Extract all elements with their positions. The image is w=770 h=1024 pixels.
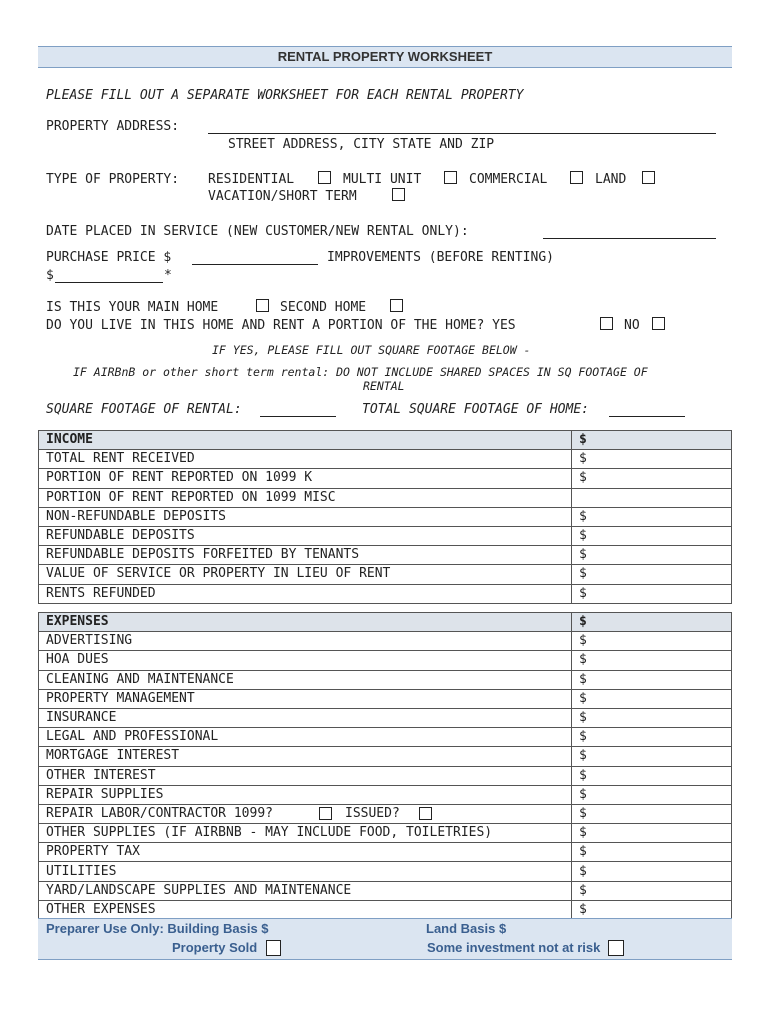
table-row xyxy=(39,526,732,545)
table-row xyxy=(39,747,732,766)
amount-field[interactable]: $ xyxy=(572,450,732,469)
row-label: INSURANCE xyxy=(39,708,572,727)
row-label: TOTAL RENT RECEIVED xyxy=(39,450,572,469)
amount-field[interactable]: $ xyxy=(572,766,732,785)
address-label: PROPERTY ADDRESS: xyxy=(46,119,180,134)
address-field[interactable] xyxy=(208,133,716,134)
row-label: REFUNDABLE DEPOSITS FORFEITED BY TENANTS xyxy=(39,546,572,565)
issued-checkbox[interactable] xyxy=(419,807,432,820)
table-row xyxy=(39,584,732,603)
option-land: LAND xyxy=(595,172,627,187)
row-label: HOA DUES xyxy=(39,651,572,670)
property-type-label: TYPE OF PROPERTY: xyxy=(46,172,180,187)
property-sold-label: Property Sold xyxy=(172,940,258,955)
airbnb-note: IF AIRBnB or other short term rental: DO NOT INCLUDE SHARED SPACES IN SQ FOOTAGE OF xyxy=(73,365,648,379)
contractor-1099-checkbox[interactable] xyxy=(319,807,332,820)
portion-no-checkbox[interactable] xyxy=(652,317,665,330)
amount-field[interactable]: $ xyxy=(572,651,732,670)
instruction-text: PLEASE FILL OUT A SEPARATE WORKSHEET FOR EACH RENTAL PROPERTY xyxy=(46,88,524,103)
row-label: ADVERTISING xyxy=(39,632,572,651)
row-label: CLEANING AND MAINTENANCE xyxy=(39,670,572,689)
row-label: OTHER EXPENSES xyxy=(39,900,572,919)
if-yes-note: IF YES, PLEASE FILL OUT SQUARE FOOTAGE BELOW - xyxy=(212,343,531,357)
table-row xyxy=(39,450,732,469)
address-sublabel: STREET ADDRESS, CITY STATE AND ZIP xyxy=(228,137,495,152)
table-row xyxy=(39,824,732,843)
portion-yes-checkbox[interactable] xyxy=(600,317,613,330)
not-at-risk-label: Some investment not at risk xyxy=(427,940,601,955)
amount-field[interactable]: $ xyxy=(572,824,732,843)
table-row xyxy=(39,766,732,785)
income-header-row xyxy=(39,431,732,450)
table-row xyxy=(39,488,732,507)
portion-question: DO YOU LIVE IN THIS HOME AND RENT A PORTION OF THE HOME? YES xyxy=(46,318,516,333)
sqft-rental-field[interactable] xyxy=(260,416,336,417)
repair-labor-cell xyxy=(39,804,572,823)
option-vacation: VACATION/SHORT TERM xyxy=(208,189,357,204)
table-row xyxy=(39,469,732,488)
row-label: REPAIR SUPPLIES xyxy=(39,785,572,804)
income-currency-header: $ xyxy=(572,431,732,450)
table-row xyxy=(39,728,732,747)
amount-field[interactable]: $ xyxy=(572,632,732,651)
amount-field[interactable]: $ xyxy=(572,708,732,727)
purchase-price-label: PURCHASE PRICE $ xyxy=(46,250,172,265)
table-row xyxy=(39,900,732,919)
property-sold-checkbox[interactable] xyxy=(266,940,281,956)
amount-field[interactable]: $ xyxy=(572,843,732,862)
land-checkbox[interactable] xyxy=(642,171,655,184)
improvements-label: IMPROVEMENTS (BEFORE RENTING) xyxy=(327,250,554,265)
main-home-checkbox[interactable] xyxy=(256,299,269,312)
table-row xyxy=(39,708,732,727)
row-label: YARD/LANDSCAPE SUPPLIES AND MAINTENANCE xyxy=(39,881,572,900)
table-row xyxy=(39,862,732,881)
row-label: PORTION OF RENT REPORTED ON 1099 K xyxy=(39,469,572,488)
row-label: NON-REFUNDABLE DEPOSITS xyxy=(39,507,572,526)
amount-field[interactable]: $ xyxy=(572,507,732,526)
date-placed-field[interactable] xyxy=(543,238,716,239)
improvements-dollar: $ xyxy=(46,268,54,283)
second-home-label: SECOND HOME xyxy=(280,300,367,315)
building-basis-label: Preparer Use Only: Building Basis $ xyxy=(46,921,269,936)
income-header: INCOME xyxy=(39,431,572,450)
commercial-checkbox[interactable] xyxy=(570,171,583,184)
second-home-checkbox[interactable] xyxy=(390,299,403,312)
amount-field[interactable]: $ xyxy=(572,670,732,689)
expenses-header: EXPENSES xyxy=(39,613,572,632)
table-row xyxy=(39,565,732,584)
amount-field[interactable]: $ xyxy=(572,546,732,565)
date-placed-label: DATE PLACED IN SERVICE (NEW CUSTOMER/NEW RENTAL ONLY): xyxy=(46,224,469,239)
expenses-table xyxy=(38,612,732,920)
main-home-label: IS THIS YOUR MAIN HOME xyxy=(46,300,219,315)
sqft-rental-label: SQUARE FOOTAGE OF RENTAL: xyxy=(46,402,242,417)
row-label: MORTGAGE INTEREST xyxy=(39,747,572,766)
amount-field[interactable]: $ xyxy=(572,689,732,708)
income-table xyxy=(38,430,732,604)
row-label: REFUNDABLE DEPOSITS xyxy=(39,526,572,545)
improvements-field[interactable] xyxy=(55,282,163,283)
amount-field[interactable] xyxy=(572,488,732,507)
row-label: PROPERTY TAX xyxy=(39,843,572,862)
residential-checkbox[interactable] xyxy=(318,171,331,184)
airbnb-note-rental: RENTAL xyxy=(363,379,405,393)
table-row xyxy=(39,843,732,862)
portion-no-label: NO xyxy=(624,318,640,333)
table-row xyxy=(39,881,732,900)
option-residential: RESIDENTIAL xyxy=(208,172,295,187)
amount-field[interactable]: $ xyxy=(572,728,732,747)
row-label: PROPERTY MANAGEMENT xyxy=(39,689,572,708)
not-at-risk-checkbox[interactable] xyxy=(608,940,624,956)
table-row xyxy=(39,546,732,565)
amount-field[interactable]: $ xyxy=(572,804,732,823)
amount-field[interactable]: $ xyxy=(572,584,732,603)
row-label: OTHER SUPPLIES (IF AIRBNB - MAY INCLUDE FOOD, TOILETRIES) xyxy=(39,824,572,843)
expenses-header-row xyxy=(39,613,732,632)
row-label: PORTION OF RENT REPORTED ON 1099 MISC xyxy=(39,488,572,507)
sqft-total-label: TOTAL SQUARE FOOTAGE OF HOME: xyxy=(362,402,589,417)
table-row xyxy=(39,651,732,670)
improvements-star: * xyxy=(164,268,172,283)
multi-unit-checkbox[interactable] xyxy=(444,171,457,184)
amount-field[interactable]: $ xyxy=(572,469,732,488)
sqft-total-field[interactable] xyxy=(609,416,685,417)
row-label: REPAIR LABOR/CONTRACTOR 1099? xyxy=(46,805,273,821)
row-label: UTILITIES xyxy=(39,862,572,881)
amount-field[interactable]: $ xyxy=(572,785,732,804)
amount-field[interactable]: $ xyxy=(572,862,732,881)
table-row xyxy=(39,670,732,689)
amount-field[interactable]: $ xyxy=(572,881,732,900)
table-row xyxy=(39,785,732,804)
row-label: VALUE OF SERVICE OR PROPERTY IN LIEU OF RENT xyxy=(39,565,572,584)
row-label: LEGAL AND PROFESSIONAL xyxy=(39,728,572,747)
row-label: OTHER INTEREST xyxy=(39,766,572,785)
expenses-currency-header: $ xyxy=(572,613,732,632)
issued-label: ISSUED? xyxy=(345,805,400,821)
table-row xyxy=(39,507,732,526)
option-multi-unit: MULTI UNIT xyxy=(343,172,422,187)
purchase-price-field[interactable] xyxy=(192,264,318,265)
amount-field[interactable]: $ xyxy=(572,526,732,545)
amount-field[interactable]: $ xyxy=(572,565,732,584)
amount-field[interactable]: $ xyxy=(572,900,732,919)
option-commercial: COMMERCIAL xyxy=(469,172,548,187)
land-basis-label: Land Basis $ xyxy=(426,921,507,936)
vacation-checkbox[interactable] xyxy=(392,188,405,201)
amount-field[interactable]: $ xyxy=(572,747,732,766)
worksheet-title: RENTAL PROPERTY WORKSHEET xyxy=(38,46,732,68)
row-label: RENTS REFUNDED xyxy=(39,584,572,603)
table-row xyxy=(39,689,732,708)
table-row xyxy=(39,632,732,651)
table-row xyxy=(39,804,732,823)
